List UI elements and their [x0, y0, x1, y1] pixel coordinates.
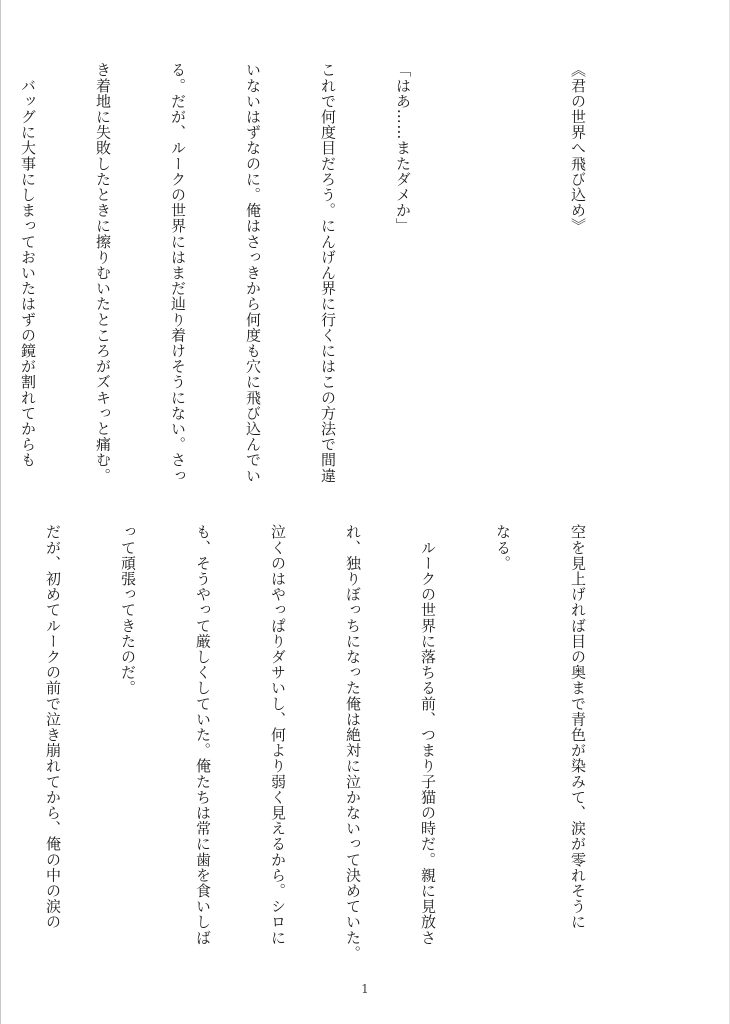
text-line: だが、初めてルークの前で泣き崩れてから、俺の中の涙の: [44, 524, 62, 930]
text-line: これで何度目だろう。にんげん界に行くにはこの方法で間違: [319, 62, 337, 484]
text-line: 空を見上げれば目の奥まで青色が染みて、涙が零れそうに: [569, 524, 587, 930]
page-number: 1: [361, 982, 369, 996]
text-line: って頑張ってきたのだ。: [119, 524, 137, 696]
lower-text-block: [44, 524, 640, 964]
text-line: 「はあ……またダメか」: [394, 62, 412, 234]
story-title: 《君の世界へ飛び込め》: [569, 62, 587, 234]
text-line: き着地に失敗したときに擦りむいたところがズキっと痛む。: [94, 62, 112, 484]
text-line: れ、独りぼっちになった俺は絶対に泣かないって決めていた。: [344, 524, 362, 961]
upper-text-block: [19, 62, 640, 502]
text-line: なる。: [494, 524, 512, 571]
text-line: バッグに大事にしまっておいたはずの鏡が割れてからも: [19, 62, 37, 468]
text-line: ルークの世界に落ちる前、つまり子猫の時だ。親に見放さ: [419, 524, 437, 946]
text-line: る。だが、ルークの世界にはまだ辿り着けそうにない。さっ: [169, 62, 187, 484]
text-line: いないはずなのに。俺はさっきから何度も穴に飛び込んでい: [244, 62, 262, 484]
text-line: も、そうやって厳しくしていた。俺たちは常に歯を食いしば: [194, 524, 212, 946]
text-line: 泣くのはやっぱりダサいし、何より弱く見えるから。シロに: [269, 524, 287, 946]
